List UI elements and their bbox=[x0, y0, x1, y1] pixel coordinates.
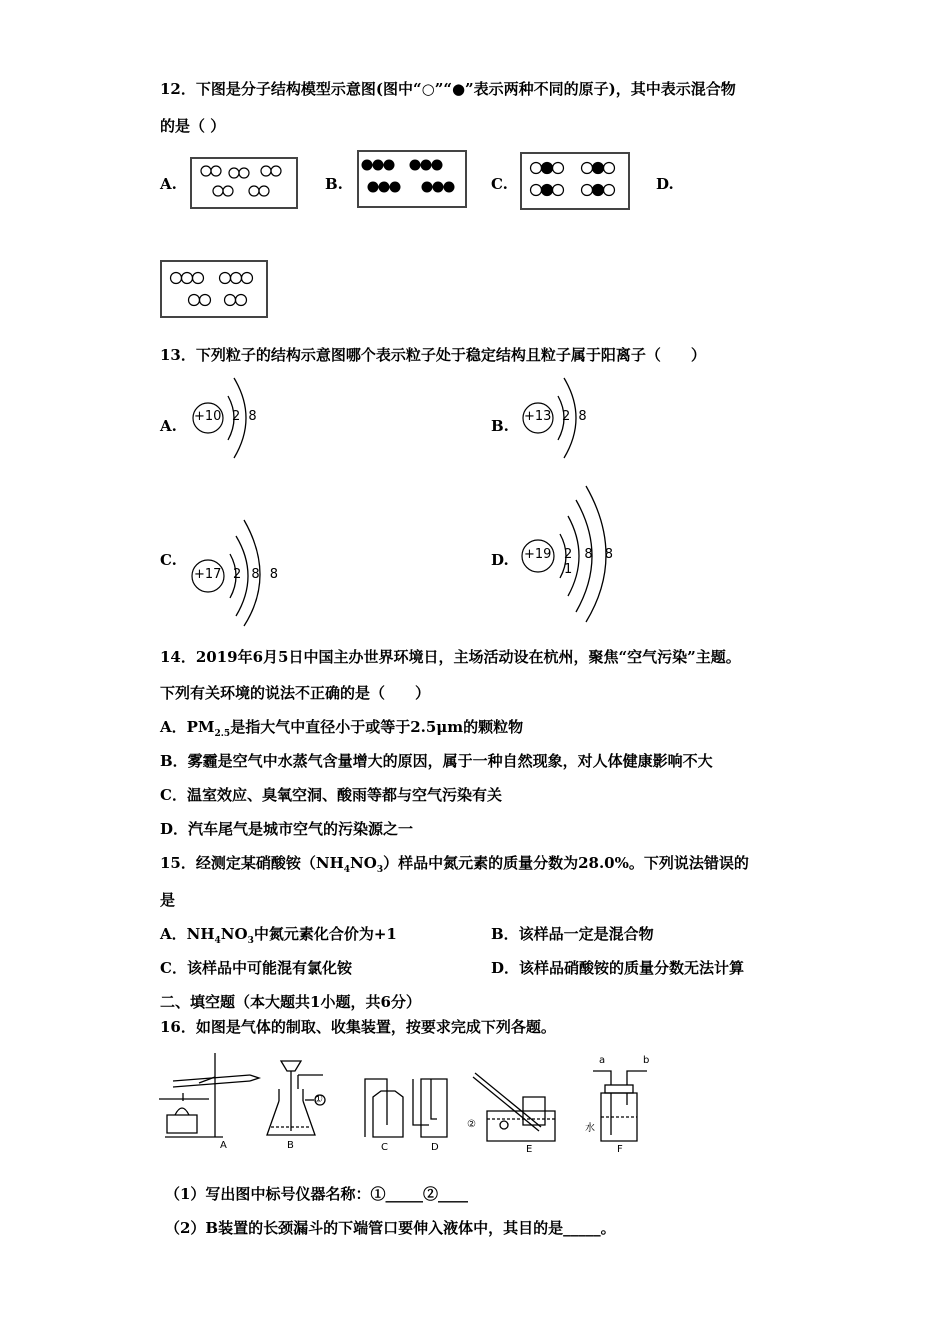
water-label: 水 bbox=[585, 1123, 595, 1134]
q12-molecule-box-d bbox=[160, 260, 268, 318]
q13-option-d-label: D. bbox=[491, 551, 509, 569]
electron-shells: 2 8 bbox=[562, 409, 589, 424]
tube-label-a: a bbox=[599, 1055, 606, 1066]
q12-stem-line2: 的是（ ） bbox=[160, 117, 226, 135]
apparatus-label-a: A bbox=[220, 1140, 227, 1151]
q12-molecule-box-a bbox=[190, 157, 298, 209]
q13-atom-diagram-b bbox=[520, 376, 610, 460]
nucleus-charge: +17 bbox=[194, 567, 222, 582]
q16-subquestion-2: （2）B装置的长颈漏斗的下端管口要伸入液体中，其目的是_____。 bbox=[165, 1219, 616, 1237]
q13-stem: 13．下列粒子的结构示意图哪个表示粒子处于稳定结构且粒子属于阳离子（ ） bbox=[160, 346, 706, 364]
q12-option-a-label: A. bbox=[160, 175, 177, 193]
q13-atom-diagram-a bbox=[190, 376, 280, 460]
q15-option-c: C．该样品中可能混有氯化铵 bbox=[160, 959, 352, 977]
q13-atom-diagram-c bbox=[190, 518, 290, 628]
q15-stem-line1: 15．经测定某硝酸铵$(NH_4NO_3)$样品中氮元素的质量分数为28.0%。下列说法错误的 bbox=[160, 854, 749, 875]
q12-option-d-label: D. bbox=[656, 175, 674, 193]
q12-stem-line1: 12．下图是分子结构模型示意图(图中“○”“●”表示两种不同的原子)，其中表示混合物 bbox=[160, 80, 736, 98]
q16-apparatus-figure bbox=[155, 1045, 675, 1160]
electron-shells: 2 8 8 1 bbox=[564, 547, 618, 577]
q13-atom-diagram-d bbox=[520, 484, 630, 624]
section-heading: 二、填空题（本大题共1小题，共6分） bbox=[160, 993, 421, 1011]
q14-option-b: B．雾霾是空气中水蒸气含量增大的原因，属于一种自然现象，对人体健康影响不大 bbox=[160, 752, 713, 770]
q15-stem-line2: 是 bbox=[160, 891, 176, 909]
electron-shells: 2 8 bbox=[232, 409, 259, 424]
q15-option-a: A．$NH_4NO_3$中氮元素化合价为+1 bbox=[160, 925, 397, 946]
q14-option-a: A．$PM_{2.5}$是指大气中直径小于或等于2.5μm的颗粒物 bbox=[160, 718, 524, 739]
q12-option-b-label: B. bbox=[325, 175, 343, 193]
q13-option-a-label: A. bbox=[160, 417, 177, 435]
q12-molecule-box-b bbox=[357, 150, 467, 208]
nucleus-charge: +10 bbox=[194, 409, 222, 424]
q15-option-b: B．该样品一定是混合物 bbox=[491, 925, 654, 943]
q12-molecule-box-c bbox=[520, 152, 630, 210]
q14-stem-line1: 14．2019年6月5日中国主办世界环境日，主场活动设在杭州，聚焦“空气污染”主题。 bbox=[160, 648, 741, 666]
q13-option-c-label: C. bbox=[160, 551, 177, 569]
q16-subquestion-1: （1）写出图中标号仪器名称：①_____②____ bbox=[165, 1185, 468, 1203]
apparatus-label-b: B bbox=[287, 1140, 294, 1151]
electron-shells: 2 8 8 bbox=[233, 567, 282, 582]
q15-option-d: D．该样品硝酸铵的质量分数无法计算 bbox=[491, 959, 745, 977]
apparatus-label-f: F bbox=[617, 1144, 623, 1155]
q14-option-c: C．温室效应、臭氧空洞、酸雨等都与空气污染有关 bbox=[160, 786, 502, 804]
q16-stem: 16．如图是气体的制取、收集装置，按要求完成下列各题。 bbox=[160, 1018, 556, 1036]
apparatus-label-e: E bbox=[526, 1144, 533, 1155]
q13-option-b-label: B. bbox=[491, 417, 509, 435]
q12-option-c-label: C. bbox=[491, 175, 508, 193]
marker-circled-2: ② bbox=[467, 1119, 476, 1130]
q14-option-d: D．汽车尾气是城市空气的污染源之一 bbox=[160, 820, 414, 838]
tube-label-b: b bbox=[643, 1055, 650, 1066]
apparatus-label-d: D bbox=[431, 1142, 439, 1153]
nucleus-charge: +19 bbox=[524, 547, 552, 562]
q14-stem-line2: 下列有关环境的说法不正确的是（ ） bbox=[160, 684, 431, 702]
apparatus-label-c: C bbox=[381, 1142, 388, 1153]
nucleus-charge: +13 bbox=[524, 409, 552, 424]
marker-circled-1: ① bbox=[314, 1094, 323, 1105]
